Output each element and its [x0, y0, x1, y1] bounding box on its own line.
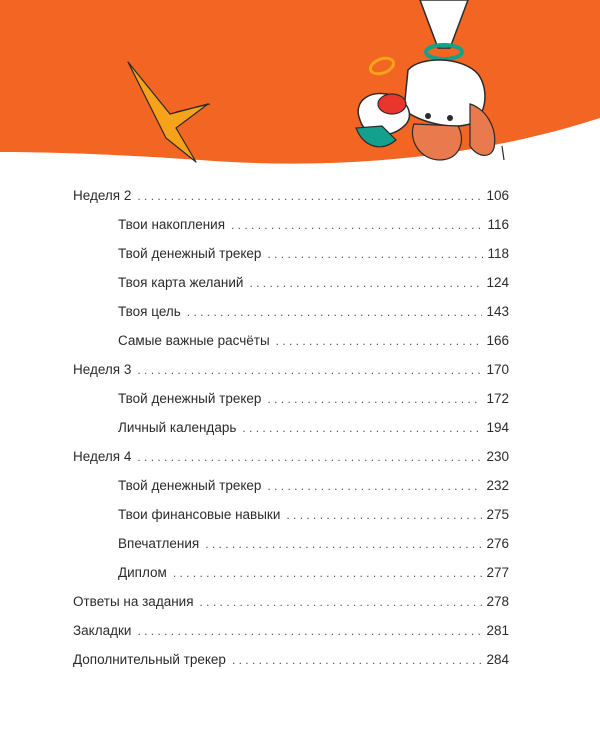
- toc-entry-title: Ответы на задания: [73, 594, 194, 609]
- toc-dot-leader: [242, 418, 482, 438]
- toc-entry-page-number: 281: [486, 623, 509, 638]
- toc-entry[interactable]: [73, 331, 509, 360]
- toc-entry[interactable]: [73, 505, 509, 534]
- toc-entry-title: Твоя цель: [118, 304, 181, 319]
- toc-dot-leader: [249, 273, 482, 293]
- header-illustration: [0, 0, 600, 180]
- toc-entry[interactable]: [73, 244, 509, 273]
- toc-dot-leader: [286, 505, 482, 525]
- toc-entry[interactable]: [73, 273, 509, 302]
- toc-dot-leader: [205, 534, 482, 554]
- toc-entry[interactable]: [73, 447, 509, 476]
- toc-entry-page-number: 116: [487, 217, 509, 232]
- toc-entry-page-number: 275: [486, 507, 509, 522]
- toc-dot-leader: [276, 331, 483, 351]
- toc-entry[interactable]: [73, 389, 509, 418]
- toc-entry-title: Неделя 3: [73, 362, 132, 377]
- toc-dot-leader: [173, 563, 483, 583]
- toc-entry-page-number: 230: [486, 449, 509, 464]
- toc-dot-leader: [187, 302, 483, 322]
- toc-entry-page-number: 118: [487, 246, 509, 261]
- toc-entry-title: Твой денежный трекер: [118, 391, 262, 406]
- toc-entry-title: Твои накопления: [118, 217, 226, 232]
- toc-entry-page-number: 170: [486, 362, 509, 377]
- table-of-contents: [73, 186, 509, 679]
- toc-entry-title: Личный календарь: [118, 420, 237, 435]
- toc-entry-title: Закладки: [73, 623, 132, 638]
- toc-entry-page-number: 278: [486, 594, 509, 609]
- toc-dot-leader: [267, 476, 482, 496]
- toc-dot-leader: [232, 650, 483, 670]
- toc-entry-title: Твой денежный трекер: [118, 478, 262, 493]
- toc-entry-title: Твоя карта желаний: [118, 275, 244, 290]
- toc-entry-page-number: 284: [486, 652, 509, 667]
- orange-banner-shape: [0, 0, 600, 164]
- toc-entry[interactable]: [73, 592, 509, 621]
- toc-entry-page-number: 232: [486, 478, 509, 493]
- toc-entry[interactable]: [73, 563, 509, 592]
- toc-entry[interactable]: [73, 215, 509, 244]
- toc-entry-title: Впечатления: [118, 536, 200, 551]
- toc-entry[interactable]: [73, 621, 509, 650]
- toc-entry-page-number: 277: [486, 565, 509, 580]
- toc-dot-leader: [137, 447, 482, 467]
- toc-entry[interactable]: [73, 476, 509, 505]
- toc-entry[interactable]: [73, 418, 509, 447]
- toc-dot-leader: [137, 360, 482, 380]
- toc-entry-title: Дополнительный трекер: [73, 652, 226, 667]
- toc-entry-page-number: 194: [486, 420, 509, 435]
- toc-entry-title: Диплом: [118, 565, 167, 580]
- toc-entry-title: Самые важные расчёты: [118, 333, 270, 348]
- toc-entry-page-number: 106: [486, 188, 509, 203]
- toc-entry-title: Твои финансовые навыки: [118, 507, 281, 522]
- toc-entry-page-number: 143: [486, 304, 509, 319]
- toc-entry[interactable]: [73, 360, 509, 389]
- toc-entry[interactable]: [73, 534, 509, 563]
- toc-dot-leader: [137, 186, 482, 206]
- toc-entry-title: Твой денежный трекер: [118, 246, 262, 261]
- header-banner: [0, 0, 600, 180]
- toc-entry[interactable]: [73, 186, 509, 215]
- toc-dot-leader: [267, 244, 483, 264]
- toc-entry[interactable]: [73, 302, 509, 331]
- toc-entry-page-number: 172: [486, 391, 509, 406]
- toc-dot-leader: [231, 215, 483, 235]
- toc-entry-page-number: 124: [486, 275, 509, 290]
- toc-entry-title: Неделя 4: [73, 449, 132, 464]
- toc-entry[interactable]: [73, 650, 509, 679]
- toc-entry-page-number: 166: [486, 333, 509, 348]
- toc-dot-leader: [267, 389, 482, 409]
- toc-dot-leader: [200, 592, 483, 612]
- toc-dot-leader: [137, 621, 482, 641]
- toc-entry-title: Неделя 2: [73, 188, 132, 203]
- toc-entry-page-number: 276: [486, 536, 509, 551]
